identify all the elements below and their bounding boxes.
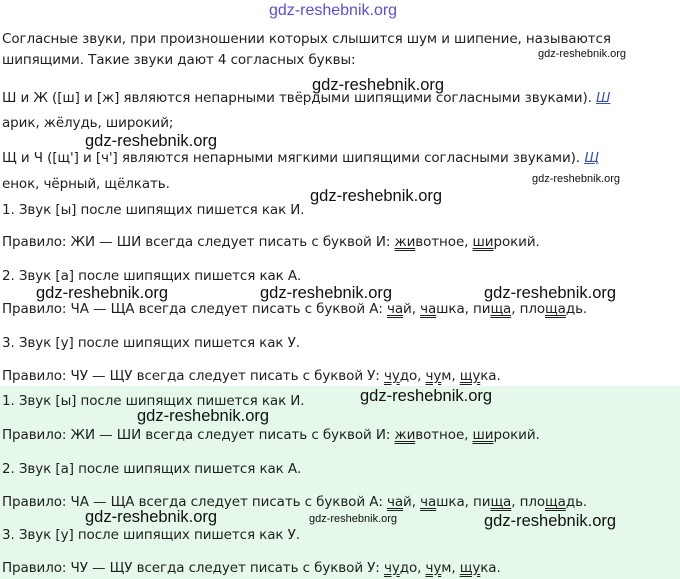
watermark: gdz-reshebnik.org	[85, 508, 218, 526]
rule3-title: 3. Звук [у] после шипящих пишется как У.	[2, 335, 300, 351]
hard-examples-line: арик, жёлудь, широкий;	[2, 115, 174, 131]
rule1-text-repeat: Правило: ЖИ — ШИ всегда следует писать с буквой И: животное, широкий.	[2, 427, 540, 443]
watermark: gdz-reshebnik.org	[532, 173, 621, 185]
hard-consonants-line: Ш и Ж ([ш] и [ж] являются непарными твёрдыми шипящими согласными звуками). Ш	[2, 90, 611, 106]
rule3-text-repeat: Правило: ЧУ — ЩУ всегда следует писать с буквой У: чудо, чум, щука.	[2, 560, 501, 576]
rule1-text: Правило: ЖИ — ШИ всегда следует писать с буквой И: животное, широкий.	[2, 234, 540, 250]
rule1-title: 1. Звук [ы] после шипящих пишется как И.	[2, 202, 305, 218]
watermark: gdz-reshebnik.org	[85, 132, 218, 150]
intro-line-2: шипящими. Такие звуки дают 4 согласных буквы:	[2, 52, 356, 68]
watermark: gdz-reshebnik.org	[309, 513, 398, 525]
answer-highlight-block	[0, 386, 680, 579]
watermark: gdz-reshebnik.org	[484, 512, 617, 530]
rule3-title-repeat: 3. Звук [у] после шипящих пишется как У.	[2, 527, 300, 543]
rule2-text: Правило: ЧА — ЩА всегда следует писать с буквой А: чай, чашка, пища, площадь.	[2, 301, 588, 317]
rule2-title-repeat: 2. Звук [а] после шипящих пишется как А.	[2, 461, 302, 477]
watermark: gdz-reshebnik.org	[538, 48, 627, 60]
watermark: gdz-reshebnik.org	[360, 387, 493, 405]
watermark: gdz-reshebnik.org	[260, 284, 393, 302]
watermark: gdz-reshebnik.org	[484, 284, 617, 302]
rule2-text-repeat: Правило: ЧА — ЩА всегда следует писать с буквой А: чай, чашка, пища, площадь.	[2, 494, 588, 510]
watermark: gdz-reshebnik.org	[137, 407, 270, 425]
soft-examples-line: енок, чёрный, щёлкать.	[2, 176, 170, 192]
soft-consonants-line: Щ и Ч ([щ'] и [ч'] являются непарными мягкими шипящими согласными звуками). Щ	[2, 150, 599, 166]
watermark: gdz-reshebnik.org	[36, 284, 169, 302]
rule2-title: 2. Звук [а] после шипящих пишется как А.	[2, 268, 302, 284]
rule3-text: Правило: ЧУ — ЩУ всегда следует писать с буквой У: чудо, чум, щука.	[2, 368, 501, 384]
soft-example-start: Щ	[584, 150, 599, 166]
intro-line-1: Согласные звуки, при произношении которых слышится шум и шипение, называются	[2, 31, 611, 47]
rule1-title-repeat: 1. Звук [ы] после шипящих пишется как И.	[2, 393, 305, 409]
watermark: gdz-reshebnik.org	[312, 76, 445, 94]
site-watermark-top: gdz-reshebnik.org	[269, 2, 398, 19]
hard-example-start: Ш	[596, 90, 611, 106]
watermark: gdz-reshebnik.org	[310, 187, 443, 205]
